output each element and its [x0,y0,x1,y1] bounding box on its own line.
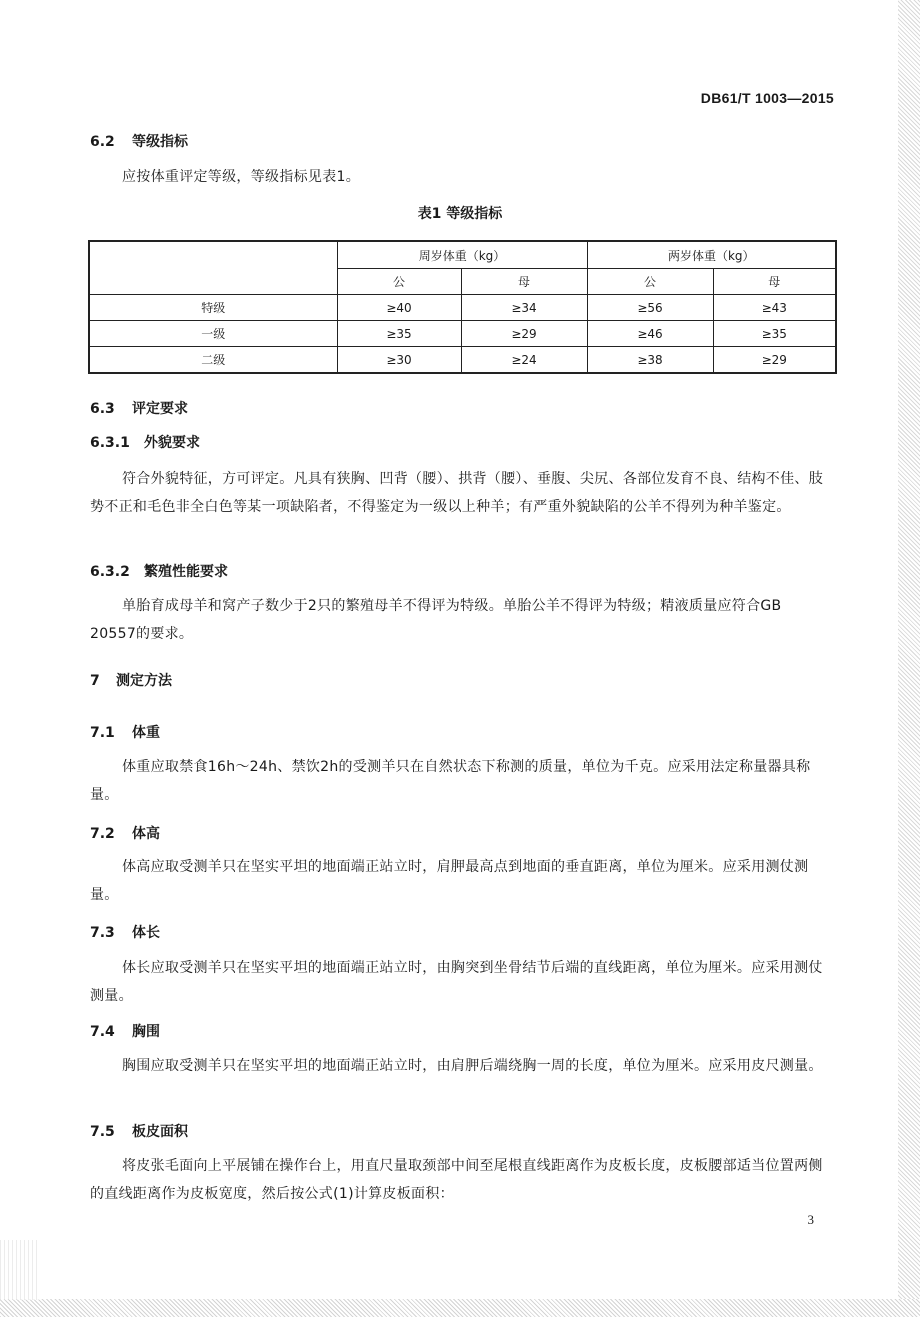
table-cell: ≥29 [461,321,587,347]
table-row [89,347,836,374]
table-cell: ≥35 [713,321,836,347]
document-code: DB61/T 1003—2015 [700,90,834,106]
subheader-female: 母 [713,269,836,295]
subheader-male: 公 [337,269,461,295]
section-number: 6.3.2 [90,564,130,580]
section-number: 6.2 [90,134,115,150]
section-number: 7.1 [90,725,115,741]
section-number: 7.2 [90,826,115,842]
section-6-3-1-heading [90,432,200,452]
section-title: 外貌要求 [144,435,200,451]
section-number: 6.3.1 [90,435,130,451]
section-6-3-2-text: 单胎育成母羊和窝产子数少于2只的繁殖母羊不得评为特级。单胎公羊不得评为特级；精液质量应符合GB 20557的要求。 [90,598,782,642]
section-title: 等级指标 [132,134,188,150]
section-6-2-text: 应按体重评定等级，等级指标见表1。 [122,169,361,185]
section-7-2-text: 体高应取受测羊只在坚实平坦的地面端正站立时，肩胛最高点到地面的垂直距离，单位为厘米。应采用测仗测量。 [90,859,809,903]
section-number: 7 [90,673,100,689]
subheader-female: 母 [461,269,587,295]
section-number: 7.5 [90,1124,115,1140]
section-number: 6.3 [90,401,115,417]
section-7-2-heading [90,823,160,843]
table-cell: ≥34 [461,295,587,321]
section-7-heading [90,670,172,690]
grade-label: 特级 [89,295,337,321]
section-6-3-1-text: 符合外貌特征，方可评定。凡具有狭胸、凹背（腰）、拱背（腰）、垂腹、尖尻、各部位发育不良、结构不佳、肢势不正和毛色非全白色等某一项缺陷者，不得鉴定为一级以上种羊；有严重外貌缺陷的公羊不得列为种羊鉴定。 [90,471,823,515]
table-cell: ≥46 [587,321,713,347]
table-row [89,321,836,347]
section-7-5-heading [90,1121,188,1141]
section-6-3-2-heading [90,561,228,581]
table-cell: ≥35 [337,321,461,347]
section-7-3-text: 体长应取受测羊只在坚实平坦的地面端正站立时，由胸突到坐骨结节后端的直线距离，单位为厘米。应采用测仗测量。 [90,960,823,1004]
grade-label: 二级 [89,347,337,374]
section-7-1-text: 体重应取禁食16h～24h、禁饮2h的受测羊只在自然状态下称测的质量，单位为千克。应采用法定称量器具称量。 [90,759,811,803]
page-number: 3 [807,1212,814,1227]
scan-edge-bottom [0,1299,920,1317]
section-title: 胸围 [132,1024,160,1040]
section-6-3-heading [90,398,188,418]
table-corner-cell [89,241,337,295]
section-title: 板皮面积 [132,1124,188,1140]
section-title: 体高 [132,826,160,842]
scan-edge-right [898,0,920,1317]
scan-edge-left [0,1240,40,1300]
table-title: 表1 等级指标 [417,206,503,222]
table-row [89,295,836,321]
table-cell: ≥38 [587,347,713,374]
section-7-3-heading [90,922,160,942]
header-one-year-weight: 周岁体重（kg） [337,241,587,269]
subheader-male: 公 [587,269,713,295]
section-title: 评定要求 [132,401,188,417]
section-7-5-text: 将皮张毛面向上平展铺在操作台上，用直尺量取颈部中间至尾根直线距离作为皮板长度，皮板腰部适当位置两侧的直线距离作为皮板宽度，然后按公式(1)计算皮板面积： [90,1158,823,1202]
section-title: 测定方法 [116,673,172,689]
table-cell: ≥43 [713,295,836,321]
section-7-4-text: 胸围应取受测羊只在坚实平坦的地面端正站立时，由肩胛后端绕胸一周的长度，单位为厘米。应采用皮尺测量。 [122,1058,823,1074]
table-cell: ≥29 [713,347,836,374]
section-title: 体长 [132,925,160,941]
section-7-4-heading [90,1021,160,1041]
table-cell: ≥40 [337,295,461,321]
section-title: 体重 [132,725,160,741]
grade-label: 一级 [89,321,337,347]
section-6-2-heading [90,131,188,151]
section-title: 繁殖性能要求 [144,564,228,580]
table-cell: ≥30 [337,347,461,374]
section-number: 7.3 [90,925,115,941]
table-header-row [89,241,836,269]
table-cell: ≥56 [587,295,713,321]
table-cell: ≥24 [461,347,587,374]
section-number: 7.4 [90,1024,115,1040]
header-two-year-weight: 两岁体重（kg） [587,241,836,269]
section-7-1-heading [90,722,160,742]
grade-table [88,240,837,374]
